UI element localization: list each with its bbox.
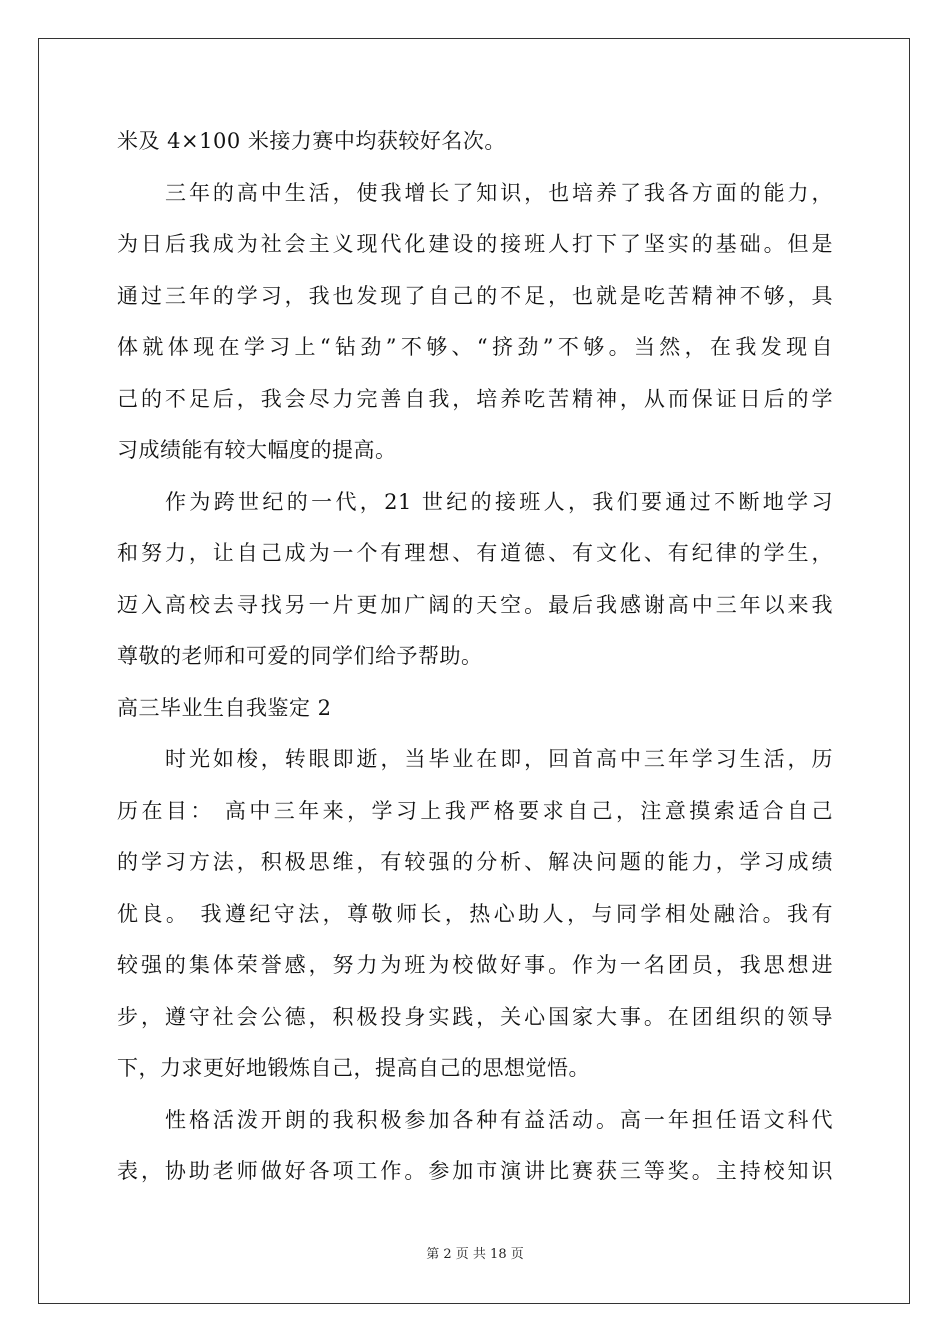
- text-line: 历在目： 高中三年来，学习上我严格要求自己，注意摸索适合自己: [117, 799, 833, 823]
- paragraph-first-line: 时光如梭，转眼即逝，当毕业在即，回首高中三年学习生活，历: [165, 747, 833, 771]
- text-line: 尊敬的老师和可爱的同学们给予帮助。: [117, 644, 483, 668]
- text-line: 下，力求更好地锻炼自己，提高自己的思想觉悟。: [117, 1056, 590, 1080]
- text-line: 为日后我成为社会主义现代化建设的接班人打下了坚实的基础。但是: [117, 232, 833, 256]
- text-line: 和努力，让自己成为一个有理想、有道德、有文化、有纪律的学生，: [117, 541, 833, 565]
- text-line: 米及 4×100 米接力赛中均获较好名次。: [117, 129, 506, 153]
- text-line: 习成绩能有较大幅度的提高。: [117, 438, 397, 462]
- section-heading: 高三毕业生自我鉴定 2: [117, 696, 332, 720]
- text-line: 较强的集体荣誉感，努力为班为校做好事。作为一名团员，我思想进: [117, 953, 833, 977]
- paragraph-first-line: 性格活泼开朗的我积极参加各种有益活动。高一年担任语文科代: [165, 1108, 833, 1132]
- text-line: 表，协助老师做好各项工作。参加市演讲比赛获三等奖。主持校知识: [117, 1159, 833, 1183]
- paragraph-first-line: 作为跨世纪的一代，21 世纪的接班人，我们要通过不断地学习: [165, 490, 833, 514]
- text-line: 迈入高校去寻找另一片更加广阔的天空。最后我感谢高中三年以来我: [117, 593, 833, 617]
- text-line: 步，遵守社会公德，积极投身实践，关心国家大事。在团组织的领导: [117, 1005, 833, 1029]
- text-line: 体就体现在学习上“钻劲”不够、“挤劲”不够。当然，在我发现自: [117, 335, 833, 359]
- text-line: 己的不足后，我会尽力完善自我，培养吃苦精神，从而保证日后的学: [117, 387, 833, 411]
- page-number-footer: 第 2 页 共 18 页: [426, 1247, 524, 1262]
- paragraph-first-line: 三年的高中生活，使我增长了知识，也培养了我各方面的能力，: [165, 181, 833, 205]
- text-line: 的学习方法，积极思维，有较强的分析、解决问题的能力，学习成绩: [117, 850, 833, 874]
- text-line: 优良。 我遵纪守法，尊敬师长，热心助人，与同学相处融洽。我有: [117, 902, 833, 926]
- text-line: 通过三年的学习，我也发现了自己的不足，也就是吃苦精神不够，具: [117, 284, 833, 308]
